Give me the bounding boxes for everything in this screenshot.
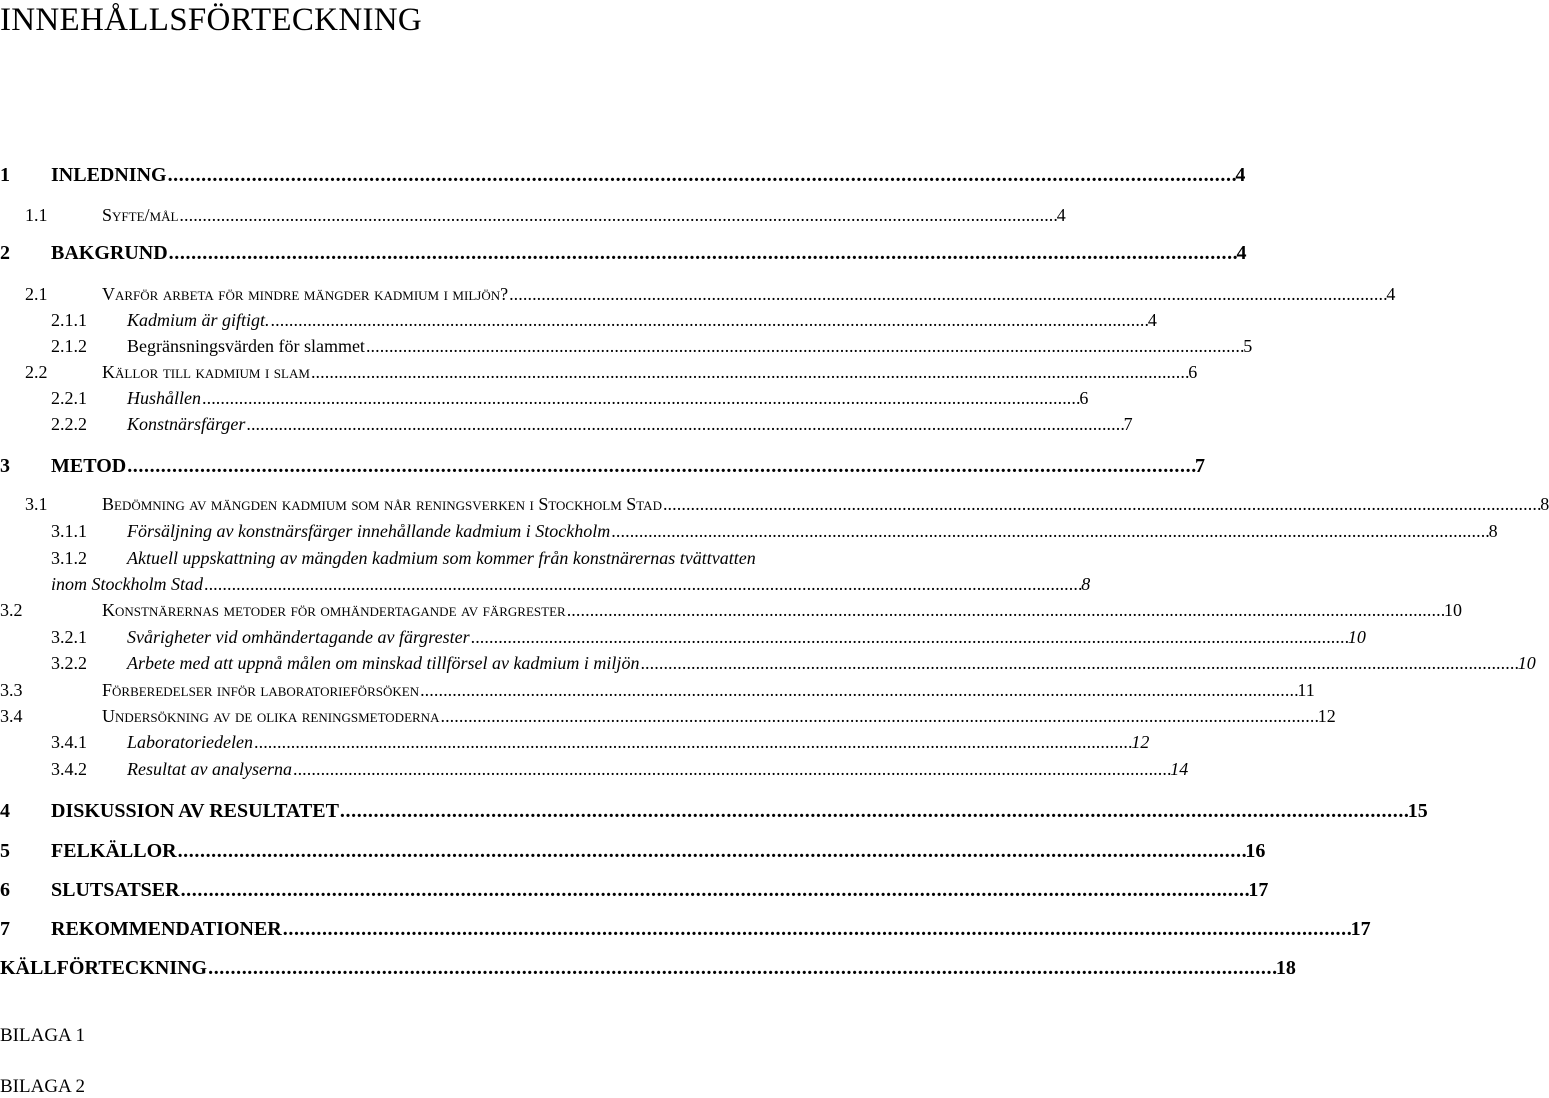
toc-entry-label: Aktuell uppskattning av mängden kadmium som kommer från konstnärernas tvättvatten — [127, 548, 756, 568]
toc-entry-3-4-1[interactable] — [0, 732, 1150, 753]
toc-entry-number: 3.4.1 — [51, 732, 87, 752]
toc-entry-number: 3.1 — [25, 494, 48, 514]
toc-entry-number: 3.2.2 — [51, 653, 87, 673]
appendix-2[interactable]: BILAGA 2 — [0, 1076, 85, 1097]
toc-entry-3-1-2[interactable] — [0, 548, 956, 569]
leader-dots — [271, 310, 1147, 331]
leader-dots — [181, 879, 1248, 902]
toc-entry-number: 2 — [0, 242, 10, 264]
leader-dots — [611, 521, 1487, 542]
toc-entry-page: 14 — [1170, 759, 1189, 779]
leader-dots — [127, 455, 1194, 478]
toc-entry-number: 3.2.1 — [51, 627, 87, 647]
toc-entry-number: 3.1.2 — [51, 548, 87, 568]
toc-entry-number: 2.2.1 — [51, 388, 87, 408]
leader-dots — [169, 242, 1236, 265]
toc-entry-page: 8 — [1540, 494, 1549, 514]
toc-entry-1-1[interactable] — [0, 205, 1066, 226]
toc-entry-2-1-1[interactable] — [0, 310, 1157, 331]
toc-entry-page: 6 — [1079, 388, 1089, 408]
toc-entry-number: 2.2.2 — [51, 414, 87, 434]
toc-entry-page: 11 — [1297, 680, 1315, 700]
toc-entry-page: 4 — [1235, 164, 1246, 186]
toc-entry-page: 10 — [1517, 653, 1536, 673]
toc-entry-page: 16 — [1245, 840, 1266, 862]
toc-entry-label: Konstnärsfärger — [127, 414, 246, 434]
toc-entry-2-2-1[interactable] — [0, 388, 1089, 409]
leader-dots — [202, 388, 1078, 409]
toc-entry-number: 3.1.1 — [51, 521, 87, 541]
leader-dots — [420, 680, 1296, 701]
toc-entry-page: 4 — [1147, 310, 1157, 330]
toc-entry-number: 3 — [0, 455, 10, 477]
toc-entry-label: Arbete med att uppnå målen om minskad tillförsel av kadmium i miljön — [127, 653, 640, 673]
toc-entry-label: inom Stockholm Stad — [51, 574, 203, 594]
toc-entry-page: 8 — [1081, 574, 1091, 594]
toc-entry-page: 7 — [1123, 414, 1133, 434]
toc-entry-page: 4 — [1236, 242, 1247, 264]
toc-entry-label: Laboratoriedelen — [127, 732, 253, 752]
toc-entry-label: Resultat av analyserna — [127, 759, 292, 779]
toc-entry-5[interactable] — [0, 840, 1266, 863]
toc-entry-3-3[interactable] — [0, 680, 1315, 701]
toc-entry-6[interactable] — [0, 879, 1269, 902]
appendix-1[interactable]: BILAGA 1 — [0, 1025, 85, 1046]
toc-entry-2[interactable] — [0, 242, 1247, 265]
toc-entry-label: Försäljning av konstnärsfärger innehållande kadmium i Stockholm — [127, 521, 611, 541]
leader-dots — [283, 918, 1350, 941]
toc-entry-label: Begränsningsvärden för slammet — [127, 336, 365, 356]
toc-entry-label: Bedömning av mängden kadmium som når reningsverken i Stockholm Stad — [102, 494, 662, 514]
leader-dots — [311, 362, 1187, 383]
leader-dots — [293, 759, 1169, 780]
toc-entry-1[interactable] — [0, 164, 1246, 187]
toc-entry-label: Varför arbeta för mindre mängder kadmium i miljön? — [102, 284, 509, 304]
toc-entry-page: 12 — [1317, 706, 1336, 726]
toc-entry-label: KÄLLFÖRTECKNING — [0, 957, 208, 979]
toc-entry-label: SLUTSATSER — [51, 879, 180, 901]
leader-dots — [640, 653, 1516, 674]
toc-entry-3-1-1[interactable] — [0, 521, 1498, 542]
toc-entry-number: 1.1 — [25, 205, 48, 225]
toc-entry-number: 3.4 — [0, 706, 23, 726]
toc-entry-page: 6 — [1188, 362, 1198, 382]
toc-entry-page: 10 — [1347, 627, 1366, 647]
toc-entry-3-1[interactable] — [0, 494, 1549, 515]
toc-entry-page: 17 — [1350, 918, 1371, 940]
toc-entry-3[interactable] — [0, 455, 1206, 478]
toc-entry-label: Konstnärernas metoder för omhändertagande av färgrester — [102, 600, 566, 620]
toc-entry-label: Undersökning av de olika reningsmetoderna — [102, 706, 440, 726]
toc-entry-page: 17 — [1248, 879, 1269, 901]
leader-dots — [366, 336, 1242, 357]
toc-entry-page: 18 — [1275, 957, 1296, 979]
toc-entry-3-4-2[interactable] — [0, 759, 1189, 780]
toc-entry-3-2[interactable] — [0, 600, 1462, 621]
leader-dots — [179, 205, 1055, 226]
leader-dots — [440, 706, 1316, 727]
toc-entry-3-2-1[interactable] — [0, 627, 1366, 648]
toc-entry-number: 5 — [0, 840, 10, 862]
toc-entry-number: 3.3 — [0, 680, 23, 700]
leader-dots — [509, 284, 1385, 305]
toc-entry-number: 2.1.2 — [51, 336, 87, 356]
toc-entry-page: 10 — [1444, 600, 1462, 620]
toc-entry-page: 12 — [1131, 732, 1150, 752]
toc-entry-page: 5 — [1243, 336, 1253, 356]
toc-entry-label: FELKÄLLOR — [51, 840, 177, 862]
toc-entry-page: 4 — [1056, 205, 1066, 225]
toc-entry-label: DISKUSSION AV RESULTATET — [51, 800, 339, 822]
leader-dots — [208, 957, 1275, 980]
toc-entry-7[interactable] — [0, 918, 1371, 941]
toc-entry-label: REKOMMENDATIONER — [51, 918, 282, 940]
page-title: INNEHÅLLSFÖRTECKNING — [0, 2, 422, 38]
toc-entry-number: 7 — [0, 918, 10, 940]
toc-entry-page: 8 — [1488, 521, 1498, 541]
leader-dots — [168, 164, 1235, 187]
toc-entry-page: 7 — [1195, 455, 1206, 477]
toc-entry-2-1-2[interactable] — [0, 336, 1253, 357]
leader-dots — [246, 414, 1122, 435]
toc-entry-number: 6 — [0, 879, 10, 901]
toc-entry-label: Hushållen — [127, 388, 201, 408]
leader-dots — [204, 574, 1080, 595]
toc-entry-label: METOD — [51, 455, 127, 477]
toc-entry-label: INLEDNING — [51, 164, 167, 186]
toc-entry-number: 2.1.1 — [51, 310, 87, 330]
toc-entry-2-2-2[interactable] — [0, 414, 1133, 435]
leader-dots — [567, 600, 1443, 621]
toc-entry-page: 15 — [1407, 800, 1428, 822]
leader-dots — [471, 627, 1347, 648]
toc-entry-label: Källor till kadmium i slam — [102, 362, 310, 382]
toc-entry-kallforteckning[interactable] — [0, 957, 1296, 980]
leader-dots — [254, 732, 1130, 753]
leader-dots — [178, 840, 1245, 863]
toc-entry-3-4[interactable] — [0, 706, 1336, 727]
toc-entry-number: 2.2 — [25, 362, 48, 382]
toc-entry-number: 3.4.2 — [51, 759, 87, 779]
toc-entry-label: Syfte/mål — [102, 205, 179, 225]
toc-entry-number: 2.1 — [25, 284, 48, 304]
toc-entry-2-2[interactable] — [0, 362, 1198, 383]
toc-entry-number: 4 — [0, 800, 10, 822]
toc-entry-label: BAKGRUND — [51, 242, 168, 264]
toc-entry-label: Förberedelser inför laboratorieförsöken — [102, 680, 420, 700]
toc-entry-3-1-2-continued[interactable] — [51, 574, 1091, 595]
leader-dots — [663, 494, 1539, 515]
toc-entry-page: 4 — [1386, 284, 1396, 304]
toc-entry-number: 1 — [0, 164, 10, 186]
toc-entry-4[interactable] — [0, 800, 1428, 823]
toc-entry-3-2-2[interactable] — [0, 653, 1536, 674]
leader-dots — [340, 800, 1407, 823]
toc-entry-label: Kadmium är giftigt. — [127, 310, 270, 330]
toc-entry-label: Svårigheter vid omhändertagande av färgrester — [127, 627, 470, 647]
toc-entry-2-1[interactable] — [0, 284, 1396, 305]
toc-entry-number: 3.2 — [0, 600, 23, 620]
